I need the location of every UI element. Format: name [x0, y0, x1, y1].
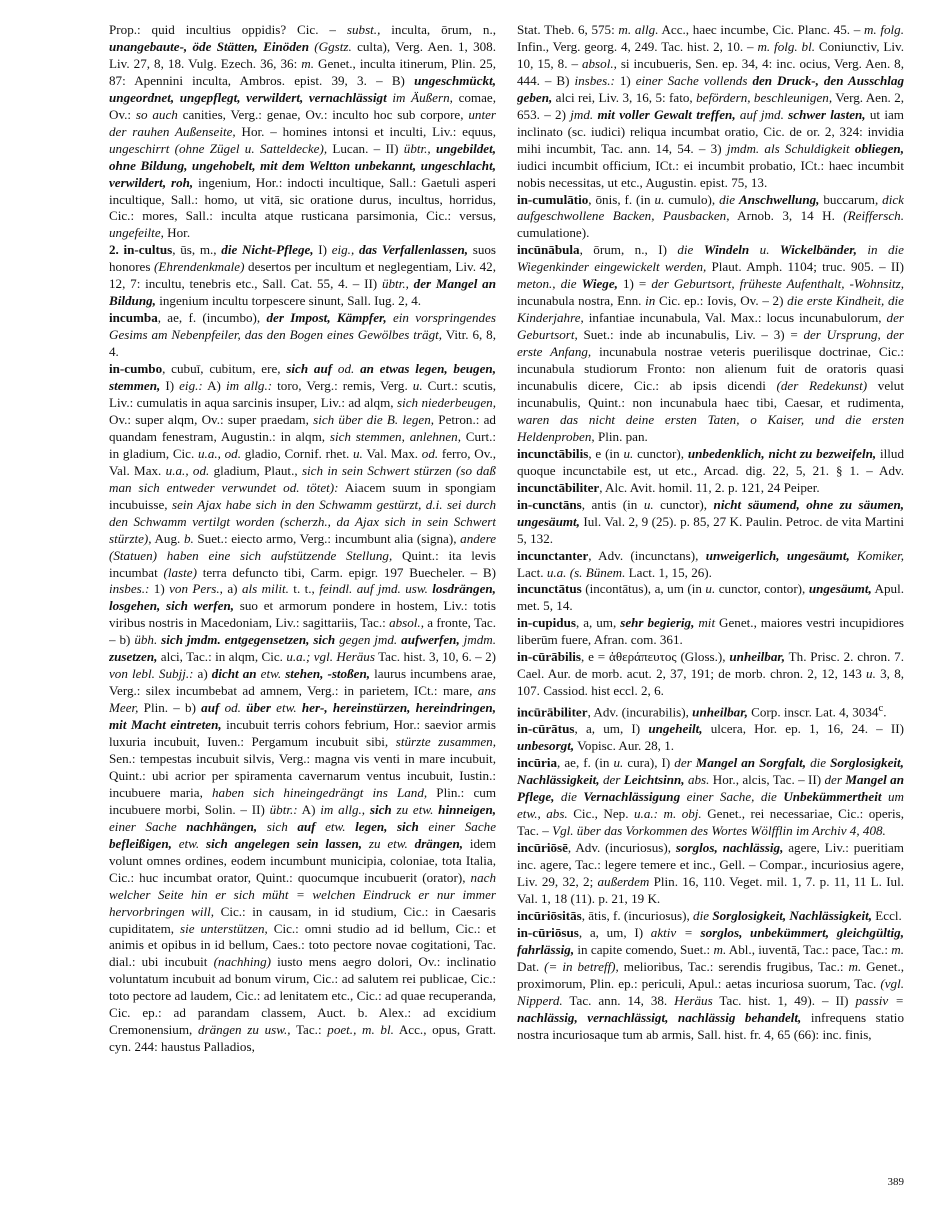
dictionary-entry: Stat. Theb. 6, 575: m. allg. Acc., haec incumbe, Cic. Planc. 45. – m. folg. Infin., Verg. georg. 4, 249. Tac. hist. 2, 10. – m. folg. bl. Coniunctiv, Liv. 10, 15, 8. – absol., si incubueris, Sen. ep. 34, 4: inc. ocius, Verg. Aen. 8, 444. – B) insbes.: 1) einer Sache vollends den Druck-, den Ausschlag geben, alci rei, Liv. 3, 16, 5: fato, befördern, beschleunigen, Verg. Aen. 2, 653. – 2) jmd. mit voller Gewalt treffen, auf jmd. schwer lasten, ut iam inclinato (sc. iudici) reliqua incumbat oratio, Cic. de or. 2, 324: invidia mihi incumbit, Tac. ann. 14, 54. – 3) jmdm. als Schuldigkeit obliegen, iudici incumbit officium, ICt.: ei incumbit probatio, ICt.: haec incumbit nobis necessitas, ut etc., Augustin. epist. 75, 13.: [517, 22, 904, 190]
dictionary-entry: incūriōsitās, ātis, f. (incuriosus), die Sorglosigkeit, Nachlässigkeit, Eccl.: [517, 907, 902, 923]
dictionary-entry: incumba, ae, f. (incumbo), der Impost, Kämpfer, ein vorspringendes Gesims am Nebenpfeiler, das den Bogen eines Gewölbes trägt, Vitr. 6, 8, 4.: [109, 310, 496, 360]
right-column: [517, 22, 904, 1192]
left-column: [109, 22, 496, 1192]
dictionary-entry: in-cūrābilis, e = ἀθεράπευτος (Gloss.), unheilbar, Th. Prisc. 2. chron. 7. Cael. Aur. de morb. acut. 2, 37, 191; de morb. chron. 2, 12, 143 u. 3, 8, 107. Cassiod. hist eccl. 2, 6.: [517, 649, 904, 699]
dictionary-entry: incunctābilis, e (in u. cunctor), unbedenklich, nicht zu bezweifeln, illud quoque incunctabile est, ut etc., Arcad. dig. 22, 5, 21. § 1. – Adv. incunctābiliter, Alc. Avit. homil. 11, 2. p. 121, 24 Peiper.: [517, 445, 904, 495]
dictionary-entry: incūria, ae, f. (in u. cura), I) der Mangel an Sorgfalt, die Sorglosigkeit, Nachlässigkeit, der Leichtsinn, abs. Hor., alcis, Tac. – II) der Mangel an Pflege, die Vernachlässigung einer Sache, die Unbekümmertheit um etw., abs. Cic., Nep. u.a.: m. obj. Genet., rei necessariae, Cic.: operis, Tac. – Vgl. über das Vorkommen des Wortes Wölfflin im Archiv 4, 408.: [517, 755, 904, 839]
dictionary-entry: incūrābiliter, Adv. (incurabilis), unheilbar, Corp. inscr. Lat. 4, 3034$^c$.: [517, 702, 887, 720]
dictionary-entry: in-cupidus, a, um, sehr begierig, mit Genet., maiores vestri incupidiores liberūm fuere, Afran. com. 361.: [517, 615, 904, 648]
dictionary-entry: in-cumulātio, ōnis, f. (in u. cumulo), die Anschwellung, buccarum, dick aufgeschwollene Backen, Pausbacken, Arnob. 3, 14 H. (Reiffersch. cumulatione).: [517, 191, 904, 241]
dictionary-entry: incūnābula, ōrum, n., I) die Windeln u. Wickelbänder, in die Wiegenkinder eingewickelt werden, Plaut. Amph. 1104; truc. 905. – II) meton., die Wiege, 1) = der Geburtsort, früheste Aufenthalt, -Wohnsitz, incunabula nostra, Enn. in Cic. ep.: Iovis, Ov. – 2) die erste Kindheit, die Kinderjahre, infantiae incunabula, Val. Max.: locus incunabulorum, der Geburtsort, Suet.: inde ab incunabulis, Liv. – 3) = der Ursprung, der erste Anfang, incunabula nostrae veteris puerilisque doctrinae, Cic.: incunabula studiorum Fronto: non alienum fuit de oratoris quasi incunabulis dicere, Cic.: ab ipsis dicendi (der Redekunst) velut incunabulis, Quint.: non incunabula haec tibi, Caesar, et rudimenta, waren das nicht deine ersten Taten, o Kaiser, und die ersten Heldenproben, Plin. pan.: [517, 242, 904, 444]
dictionary-entry: incunctanter, Adv. (incunctans), unweigerlich, ungesäumt, Komiker, Lact. u.a. (s. Bünem. Lact. 1, 15, 26).: [517, 547, 904, 580]
dictionary-entry: in-cūrātus, a, um, I) ungeheilt, ulcera, Hor. ep. 1, 16, 24. – II) unbesorgt, Vopisc. Aur. 28, 1.: [517, 721, 904, 754]
page-number: 389: [887, 1176, 904, 1188]
dictionary-entry: in-cunctāns, antis (in u. cunctor), nicht säumend, ohne zu säumen, ungesäumt, Iul. Val. 2, 9 (25). p. 85, 27 K. Paulin. Petroc. de vita Martini 5, 132.: [517, 496, 904, 546]
dictionary-entry: in-cūriōsus, a, um, I) aktiv = sorglos, unbekümmert, gleichgültig, fahrlässig, in capite comendo, Suet.: m. Abl., iuventā, Tac.: pace, Tac.: m. Dat. (= in betreff), melioribus, Tac.: serendis frugibus, Tac.: m. Genet., proximorum, Plin. ep.: periculi, Apul.: aetas incuriosa suorum, Tac. (vgl. Nipperd. Tac. ann. 14, 38. Heräus Tac. hist. 1, 49). – II) passiv = nachlässig, vernachlässigt, nachlässig behandelt, infrequens statio nostra incuriosaque tum ab armis, Sall. hist. fr. 4, 65 (66): inc. finis,: [517, 924, 904, 1042]
dictionary-entry: Prop.: quid incultius oppidis? Cic. – subst., inculta, ōrum, n., unangebaute-, öde Stätten, Einöden (Ggstz. culta), Verg. Aen. 1, 308. Liv. 27, 8, 18. Vulg. Ezech. 36, 36: m. Genet., inculta itinerum, Plin. 25, 87: Apennini inculta, Ambros. epist. 39, 3. – B) ungeschmückt, ungeordnet, ungepflegt, verwildert, vernachlässigt im Äußern, comae, Ov.: so auch canities, Verg.: genae, Ov.: inculto hoc sub corpore, unter der rauhen Außenseite, Hor. – homines intonsi et inculti, Liv.: equus, ungeschirrt (ohne Zügel u. Satteldecke), Lucan. – II) übtr., ungebildet, ohne Bildung, ungehobelt, mit dem Weltton unbekannt, ungeschlacht, verwildert, roh, ingenium, Hor.: indocti incultique, Sall.: Gaetuli asperi incultique, Sall.: homo, ut vitā, sic oratione durus, incultus, horridus, Cic.: mores, Sall.: inculta atque rusticana parsimonia, Cic.: versus, ungefeilte, Hor.: [109, 22, 496, 241]
dictionary-entry: incunctātus (incontātus), a, um (in u. cunctor, contor), ungesäumt, Apul. met. 5, 14.: [517, 581, 904, 614]
dictionary-entry: incūriōsē, Adv. (incuriosus), sorglos, nachlässig, agere, Liv.: pueritiam inc. agere, Tac.: legere temere et inc., Gell. – Compar., incuriosius agere, Liv. 29, 32, 2; außerdem Plin. 16, 110. Veget. mil. 1, 7. p. 11, 11 L. Iul. Val. 1, 18 (11). p. 21, 19 K.: [517, 840, 904, 906]
dictionary-entry: in-cumbo, cubuī, cubitum, ere, sich auf od. an etwas legen, beugen, stemmen, I) eig.: A) im allg.: toro, Verg.: remis, Verg. u. Curt.: scutis, Liv.: cumulatis in aqua sarcinis insuper, Liv.: ad alqm, sich niederbeugen, Ov.: super alqm, Ov.: super praedam, sich über die B. legen, Petron.: ad quandam fenestram, Augustin.: in alqm, sich stemmen, anlehnen, Curt.: in gladium, Cic. u.a., od. gladio, Cornif. rhet. u. Val. Max. od. ferro, Ov., Val. Max. u.a., od. gladium, Plaut., sich in sein Schwert stürzen (so daß man sich entweder verwundet od. tötet): Aiacem suum in spongiam incubuisse, sein Ajax habe sich in den Schwamm gestürzt, d.i. sei durch den Schwamm vertilgt worden (scherzh., da Ajax sich in sein Schwert stürzte), Aug. b. Suet.: eiecto armo, Verg.: incumbunt alia (signa), andere (Statuen) haben eine sich aufstützende Stellung, Quint.: ita levis incumbat (laste) terra defuncto tibi, Carm. epigr. 197 Buecheler. – B) insbes.: 1) von Pers., a) als milit. t. t., feindl. auf jmd. usw. losdrängen, losgehen, sich werfen, suo et armorum pondere in hostem, Liv.: totis viribus nostris in Macedoniam, Liv.: sagittariis, Tac.: absol., a fronte, Tac. – b) übh. sich jmdm. entgegensetzen, sich gegen jmd. aufwerfen, jmdm. zusetzen, alci, Tac.: in alqm, Cic. u.a.; vgl. Heräus Tac. hist. 3, 10, 6. – 2) von lebl. Subjj.: a) dicht an etw. stehen, -stoßen, laurus incumbens arae, Verg.: silex incumbebat ad amnem, Verg.: in parietem, ICt.: mare, ans Meer, Plin. – b) auf od. über etw. her-, hereinstürzen, hereindringen, mit Macht eintreten, incubuit terris cohors febrium, Hor.: saevior armis luxuria incubuit, Iuven.: Pergamum incubuit sibi, stürzte zusammen, Sen.: tempestas incubuit silvis, Verg.: magna vis venti in mare incubuit, Quint.: ubi acrior per spiramenta cavernarum ventus incubuit, Iustin.: incubuere maria, haben sich hineingedrängt ins Land, Plin.: cum incubuere morbi, Solin. – II) übtr.: A) im allg., sich zu etw. hinneigen, einer Sache nachhängen, sich auf etw. legen, sich einer Sache befleißigen, etw. sich angelegen sein lassen, zu etw. drängen, idem volunt omnes ordines, eodem incumbunt municipia, coloniae, tota Italia, Cic.: huc incumbat orator, Quint.: quocumque incubuerit (orator), nach welcher Seite hin er sich müht = welchen Eindruck er nur immer hervorbringen will, Cic.: in causam, in id studium, Cic.: in Caesaris cupiditatem, sie unterstützen, Cic.: omni studio ad id bellum, Cic.: et animis et opibus in id bellum, Caes.: toto pectore novae cogitationi, Tac. dial.: ubi incubuit (nachhing) iusto mens aegro dolori, Ov.: inclinatio voluntatum incubuit ad bonum virum, Cic.: ad salutem rei publicae, Cic.: toto pectore ad laudem, Cic.: ad lenitatem etc., Cic.: ad quae recuperanda, Cic. ep.: ad parandam classem, Auct. b. Alex.: ad excidium Cremonensium, drängen zu usw., Tac.: poet., m. bl. Acc., opus, Gratt. cyn. 244: haustus Palladios,: [109, 361, 496, 1055]
dictionary-entry: 2. in-cultus, ūs, m., die Nicht-Pflege, I) eig., das Verfallenlassen, suos honores (Ehrendenkmale) desertos per incultum et neglegentiam, Liv. 42, 12, 7: incultu, tenebris etc., Sall. Cat. 55, 4. – II) übtr., der Mangel an Bildung, ingenium incultu torpescere sinunt, Sall. Iug. 2, 4.: [109, 242, 496, 309]
